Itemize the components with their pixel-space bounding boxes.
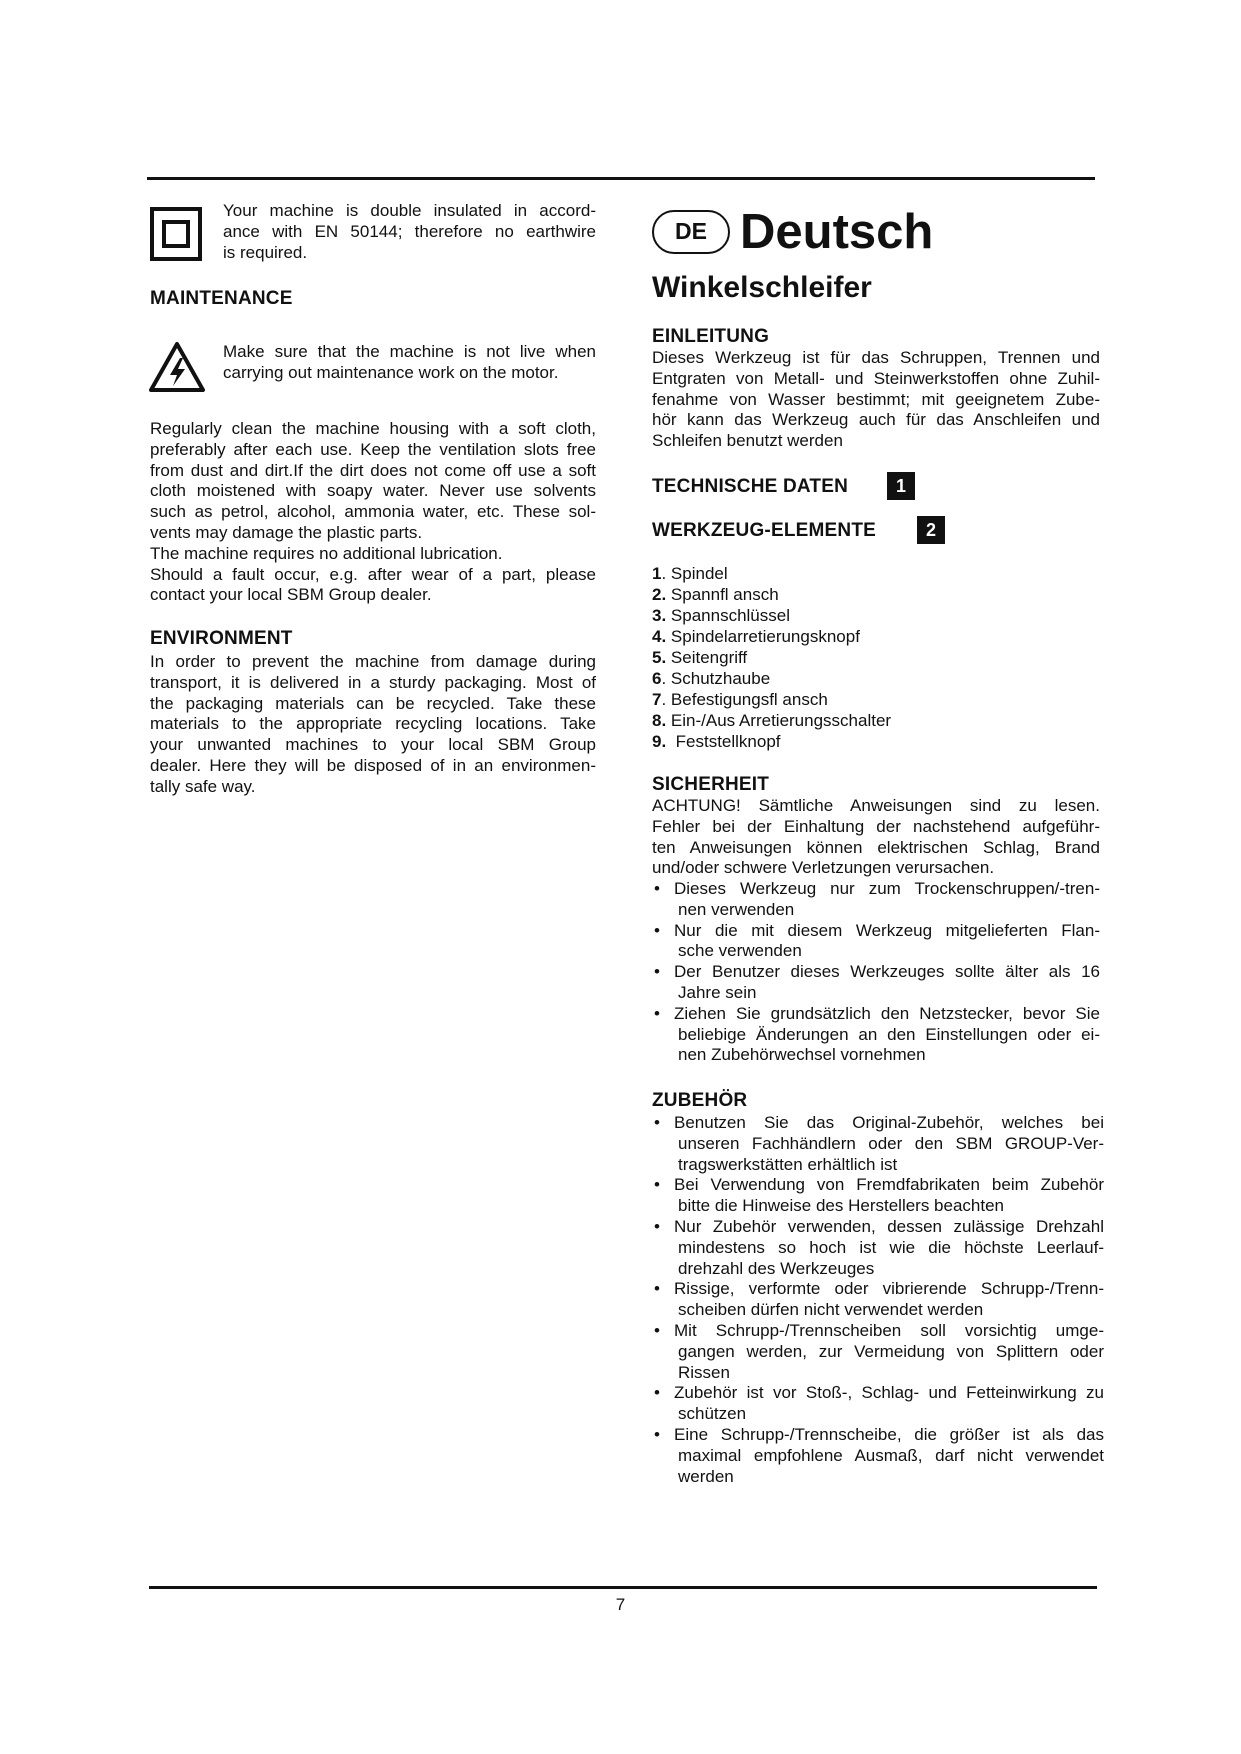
- zubehoer-bullets: [652, 1113, 1104, 1487]
- environment-text: In order to prevent the machine from damage during transport, it is delivered in a sturdy packaging. Most of the packaging materials can be recycled. Take these materials to the appropriate recycling locations. Take your unwanted machines to your local SBM Group dealer. Here they will be disposed of in an environmen- tally safe way.: [150, 652, 596, 796]
- bullet-line: Nur die mit diesem Werkzeug mitgelieferten Flan-: [674, 920, 1100, 940]
- tool-parts-list: [652, 563, 891, 752]
- bullet-line: Benutzen Sie das Original-Zubehör, welches bei: [674, 1113, 1104, 1132]
- sicherheit-heading: SICHERHEIT: [652, 774, 770, 795]
- bullet-line: werden: [678, 1466, 734, 1486]
- parts-list-item: [652, 626, 891, 647]
- figure-reference-2: 2: [917, 516, 945, 544]
- parts-list-separator: .: [661, 669, 671, 688]
- sicherheit-bullets: [652, 879, 1100, 1066]
- bullet-dot-icon: •: [654, 1003, 660, 1023]
- parts-list-separator: .: [661, 690, 671, 709]
- parts-list-label: Ein-/Aus Arretierungsschalter: [670, 711, 892, 730]
- parts-list-item: [652, 731, 891, 752]
- parts-list-number: 5.: [652, 648, 667, 667]
- bullet-line: unseren Fachhändlern oder den SBM GROUP-Ver-: [678, 1133, 1104, 1153]
- bullet-dot-icon: •: [654, 1424, 660, 1444]
- bullet-item: [652, 1175, 1104, 1217]
- electrical-hazard-warning-icon: [148, 340, 206, 394]
- bullet-line: Eine Schrupp-/Trennscheibe, die größer ist als das: [674, 1424, 1104, 1444]
- bullet-item: [652, 962, 1100, 1004]
- parts-list-item: [652, 584, 891, 605]
- bullet-item: [652, 1425, 1104, 1487]
- bullet-line: Ziehen Sie grundsätzlich den Netzstecker, bevor Sie: [674, 1003, 1100, 1023]
- zubehoer-heading: ZUBEHÖR: [652, 1090, 748, 1111]
- insulation-text: Your machine is double insulated in accord- ance with EN 50144; therefore no earthwire is required.: [223, 201, 596, 262]
- bullet-line: nen verwenden: [678, 899, 795, 919]
- bullet-line: sche verwenden: [678, 941, 802, 961]
- parts-list-label: Spindelarretierungsknopf: [670, 627, 860, 646]
- bullet-item: [652, 1279, 1104, 1321]
- parts-list-label: Schutzhaube: [670, 669, 771, 688]
- bullet-item: [652, 1217, 1104, 1279]
- maintenance-warning-text: Make sure that the machine is not live when carrying out maintenance work on the motor.: [223, 342, 596, 382]
- bullet-line: mindestens so hoch ist wie die höchste Leerlauf-: [678, 1237, 1104, 1257]
- parts-list-number: 1: [652, 564, 662, 583]
- maintenance-heading: MAINTENANCE: [150, 288, 293, 309]
- parts-list-number: 4.: [652, 627, 667, 646]
- bullet-item: [652, 1004, 1100, 1066]
- parts-list-item: [652, 668, 891, 689]
- parts-list-label: Spannschlüssel: [670, 606, 790, 625]
- language-badge: DE: [652, 210, 730, 254]
- bullet-line: gangen werden, zur Vermeidung von Splittern oder: [678, 1341, 1104, 1361]
- bullet-item: [652, 1321, 1104, 1383]
- bottom-rule: [149, 1586, 1097, 1589]
- parts-list-item: [652, 563, 891, 584]
- bullet-line: Mit Schrupp-/Trennscheiben soll vorsichtig umge-: [674, 1320, 1104, 1340]
- parts-list-number: 8.: [652, 711, 667, 730]
- document-title: Winkelschleifer: [652, 271, 872, 304]
- bullet-line: beliebige Änderungen an den Einstellungen oder ei-: [678, 1024, 1100, 1044]
- parts-list-separator: .: [661, 564, 671, 583]
- bullet-line: Nur Zubehör verwenden, dessen zulässige Drehzahl: [674, 1216, 1104, 1236]
- bullet-line: Dieses Werkzeug nur zum Trockenschruppen/-tren-: [674, 879, 1100, 898]
- parts-list-number: 9.: [652, 732, 667, 751]
- bullet-line: tragswerkstätten erhältlich ist: [678, 1154, 898, 1174]
- bullet-dot-icon: •: [654, 1320, 660, 1340]
- bullet-dot-icon: •: [654, 920, 660, 940]
- parts-list-item: [652, 710, 891, 731]
- top-rule: [147, 177, 1095, 180]
- parts-list-number: 7: [652, 690, 662, 709]
- parts-list-label: Spindel: [670, 564, 728, 583]
- bullet-dot-icon: •: [654, 1383, 660, 1403]
- double-insulation-icon: [150, 207, 202, 261]
- werkzeug-elemente-heading: WERKZEUG-ELEMENTE: [652, 520, 877, 541]
- bullet-line: drehzahl des Werkzeuges: [678, 1258, 875, 1278]
- bullet-line: Bei Verwendung von Fremdfabrikaten beim Zubehör: [674, 1175, 1104, 1195]
- bullet-line: nen Zubehörwechsel vornehmen: [678, 1045, 926, 1065]
- parts-list-item: [652, 647, 891, 668]
- environment-heading: ENVIRONMENT: [150, 628, 293, 649]
- bullet-line: maximal empfohlene Ausmaß, darf nicht verwendet: [678, 1445, 1104, 1465]
- bullet-dot-icon: •: [654, 962, 660, 982]
- figure-reference-1: 1: [887, 472, 915, 500]
- bullet-line: scheiben dürfen nicht verwendet werden: [678, 1300, 984, 1320]
- bullet-dot-icon: •: [654, 879, 660, 898]
- parts-list-label: Seitengriff: [670, 648, 748, 667]
- bullet-dot-icon: •: [654, 1279, 660, 1299]
- bullet-line: schützen: [678, 1404, 747, 1424]
- parts-list-label: Befestigungsfl ansch: [670, 690, 828, 709]
- parts-list-label: Spannfl ansch: [670, 585, 779, 604]
- bullet-dot-icon: •: [654, 1113, 660, 1132]
- parts-list-label: Feststellknopf: [675, 732, 781, 751]
- technische-daten-heading: TECHNISCHE DATEN: [652, 476, 849, 497]
- bullet-line: Zubehör ist vor Stoß-, Schlag- und Fetteinwirkung zu: [674, 1383, 1104, 1403]
- einleitung-heading: EINLEITUNG: [652, 326, 770, 347]
- parts-list-separator: [666, 732, 675, 751]
- parts-list-number: 6: [652, 669, 662, 688]
- parts-list-item: [652, 605, 891, 626]
- bullet-line: Rissen: [678, 1362, 730, 1382]
- parts-list-item: [652, 689, 891, 710]
- language-title: Deutsch: [740, 205, 934, 259]
- bullet-dot-icon: •: [654, 1216, 660, 1236]
- bullet-line: Rissige, verformte oder vibrierende Schrupp-/Trenn-: [674, 1279, 1104, 1299]
- bullet-item: [652, 1113, 1104, 1175]
- bullet-dot-icon: •: [654, 1175, 660, 1195]
- bullet-line: Der Benutzer dieses Werkzeuges sollte älter als 16: [674, 962, 1100, 982]
- cleaning-instructions: Regularly clean the machine housing with a soft cloth, preferably after each use. Keep the ventilation slots free from dust and dirt.If the dirt does not come off use a soft cloth moistened with soapy water. Never use solvents such as petrol, alcohol, ammonia water, etc. These sol- vents may damage the plastic parts. The machine requires no additional lubrication. Should a fault occur, e.g. after wear of a part, please contact your local SBM Group dealer.: [150, 419, 596, 605]
- bullet-item: [652, 879, 1100, 921]
- sicherheit-text: ACHTUNG! Sämtliche Anweisungen sind zu lesen. Fehler bei der Einhaltung der nachstehend aufgeführ- ten Anweisungen können elektrischen Schlag, Brand und/oder schwere Verletzungen verursachen.: [652, 796, 1100, 878]
- page-number: 7: [615, 1595, 626, 1614]
- einleitung-text: Dieses Werkzeug ist für das Schruppen, Trennen und Entgraten von Metall- und Steinwerkstoffen ohne Zuhil- fenahme von Wasser bestimmt; mit geeignetem Zube- hör kann das Werkzeug auch für das Anschleifen und Schleifen benutzt werden: [652, 348, 1100, 451]
- bullet-item: [652, 921, 1100, 963]
- parts-list-number: 3.: [652, 606, 667, 625]
- bullet-item: [652, 1383, 1104, 1425]
- bullet-line: bitte die Hinweise des Herstellers beachten: [678, 1196, 1005, 1216]
- bullet-line: Jahre sein: [678, 982, 757, 1002]
- parts-list-number: 2.: [652, 585, 667, 604]
